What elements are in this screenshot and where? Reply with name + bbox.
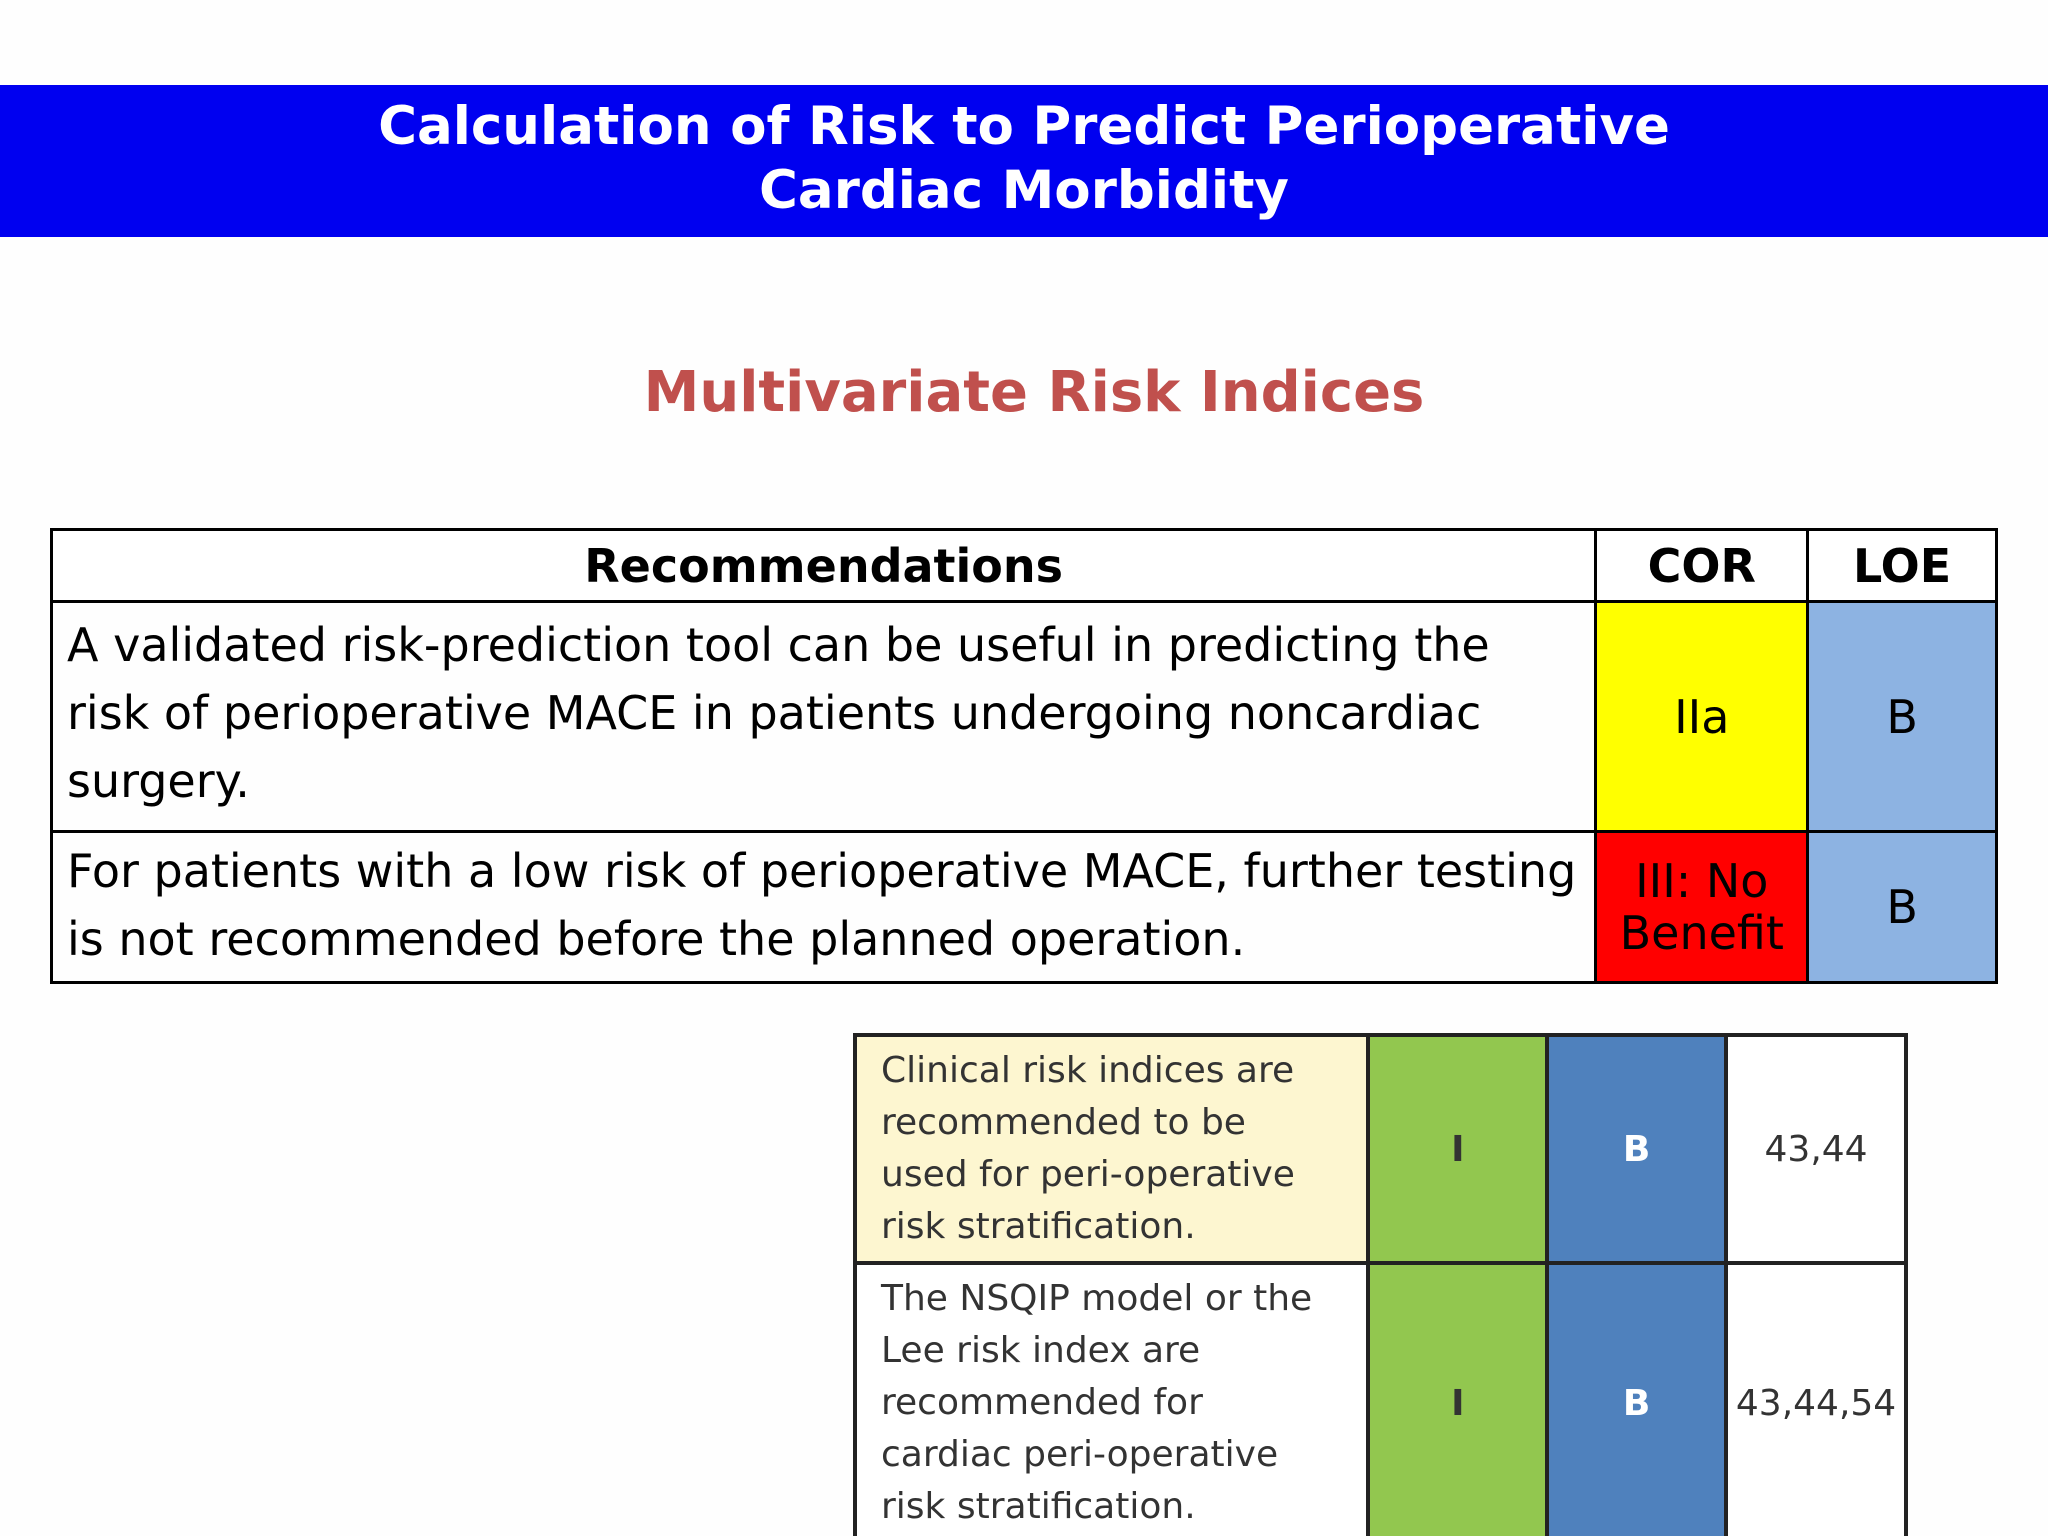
guideline-text: Clinical risk indices are recommended to be used for peri-operative risk stratification. <box>855 1035 1368 1263</box>
title-banner <box>0 85 2048 237</box>
table-header-row <box>52 530 1997 602</box>
title-line-2: Cardiac Morbidity <box>759 160 1289 221</box>
title-line-1: Calculation of Risk to Predict Perioperative <box>378 96 1670 157</box>
level-value: B <box>1547 1035 1726 1263</box>
table-row <box>52 832 1997 983</box>
class-value: I <box>1368 1035 1547 1263</box>
guideline-text: The NSQIP model or the Lee risk index are recommended for cardiac peri-operative risk stratification. <box>855 1263 1368 1536</box>
recommendation-text: A validated risk-prediction tool can be useful in predicting the risk of perioperative MACE in patients undergoing noncardiac surgery. <box>52 602 1596 832</box>
table-row <box>855 1263 1906 1536</box>
recommendation-text: For patients with a low risk of perioperative MACE, further testing is not recommended before the planned operation. <box>52 832 1596 983</box>
recommendations-table <box>50 528 1998 984</box>
esc-guideline-table <box>853 1033 1908 1536</box>
references-value: 43,44 <box>1726 1035 1906 1263</box>
table-row <box>855 1035 1906 1263</box>
cor-value: III: No Benefit <box>1596 832 1808 983</box>
loe-value: B <box>1808 602 1997 832</box>
level-value: B <box>1547 1263 1726 1536</box>
cor-header: COR <box>1596 530 1808 602</box>
cor-value: IIa <box>1596 602 1808 832</box>
table-row <box>52 602 1997 832</box>
loe-value: B <box>1808 832 1997 983</box>
loe-header: LOE <box>1808 530 1997 602</box>
references-value: 43,44,54 <box>1726 1263 1906 1536</box>
recommendations-header: Recommendations <box>52 530 1596 602</box>
section-subtitle: Multivariate Risk Indices <box>643 360 1425 425</box>
class-value: I <box>1368 1263 1547 1536</box>
